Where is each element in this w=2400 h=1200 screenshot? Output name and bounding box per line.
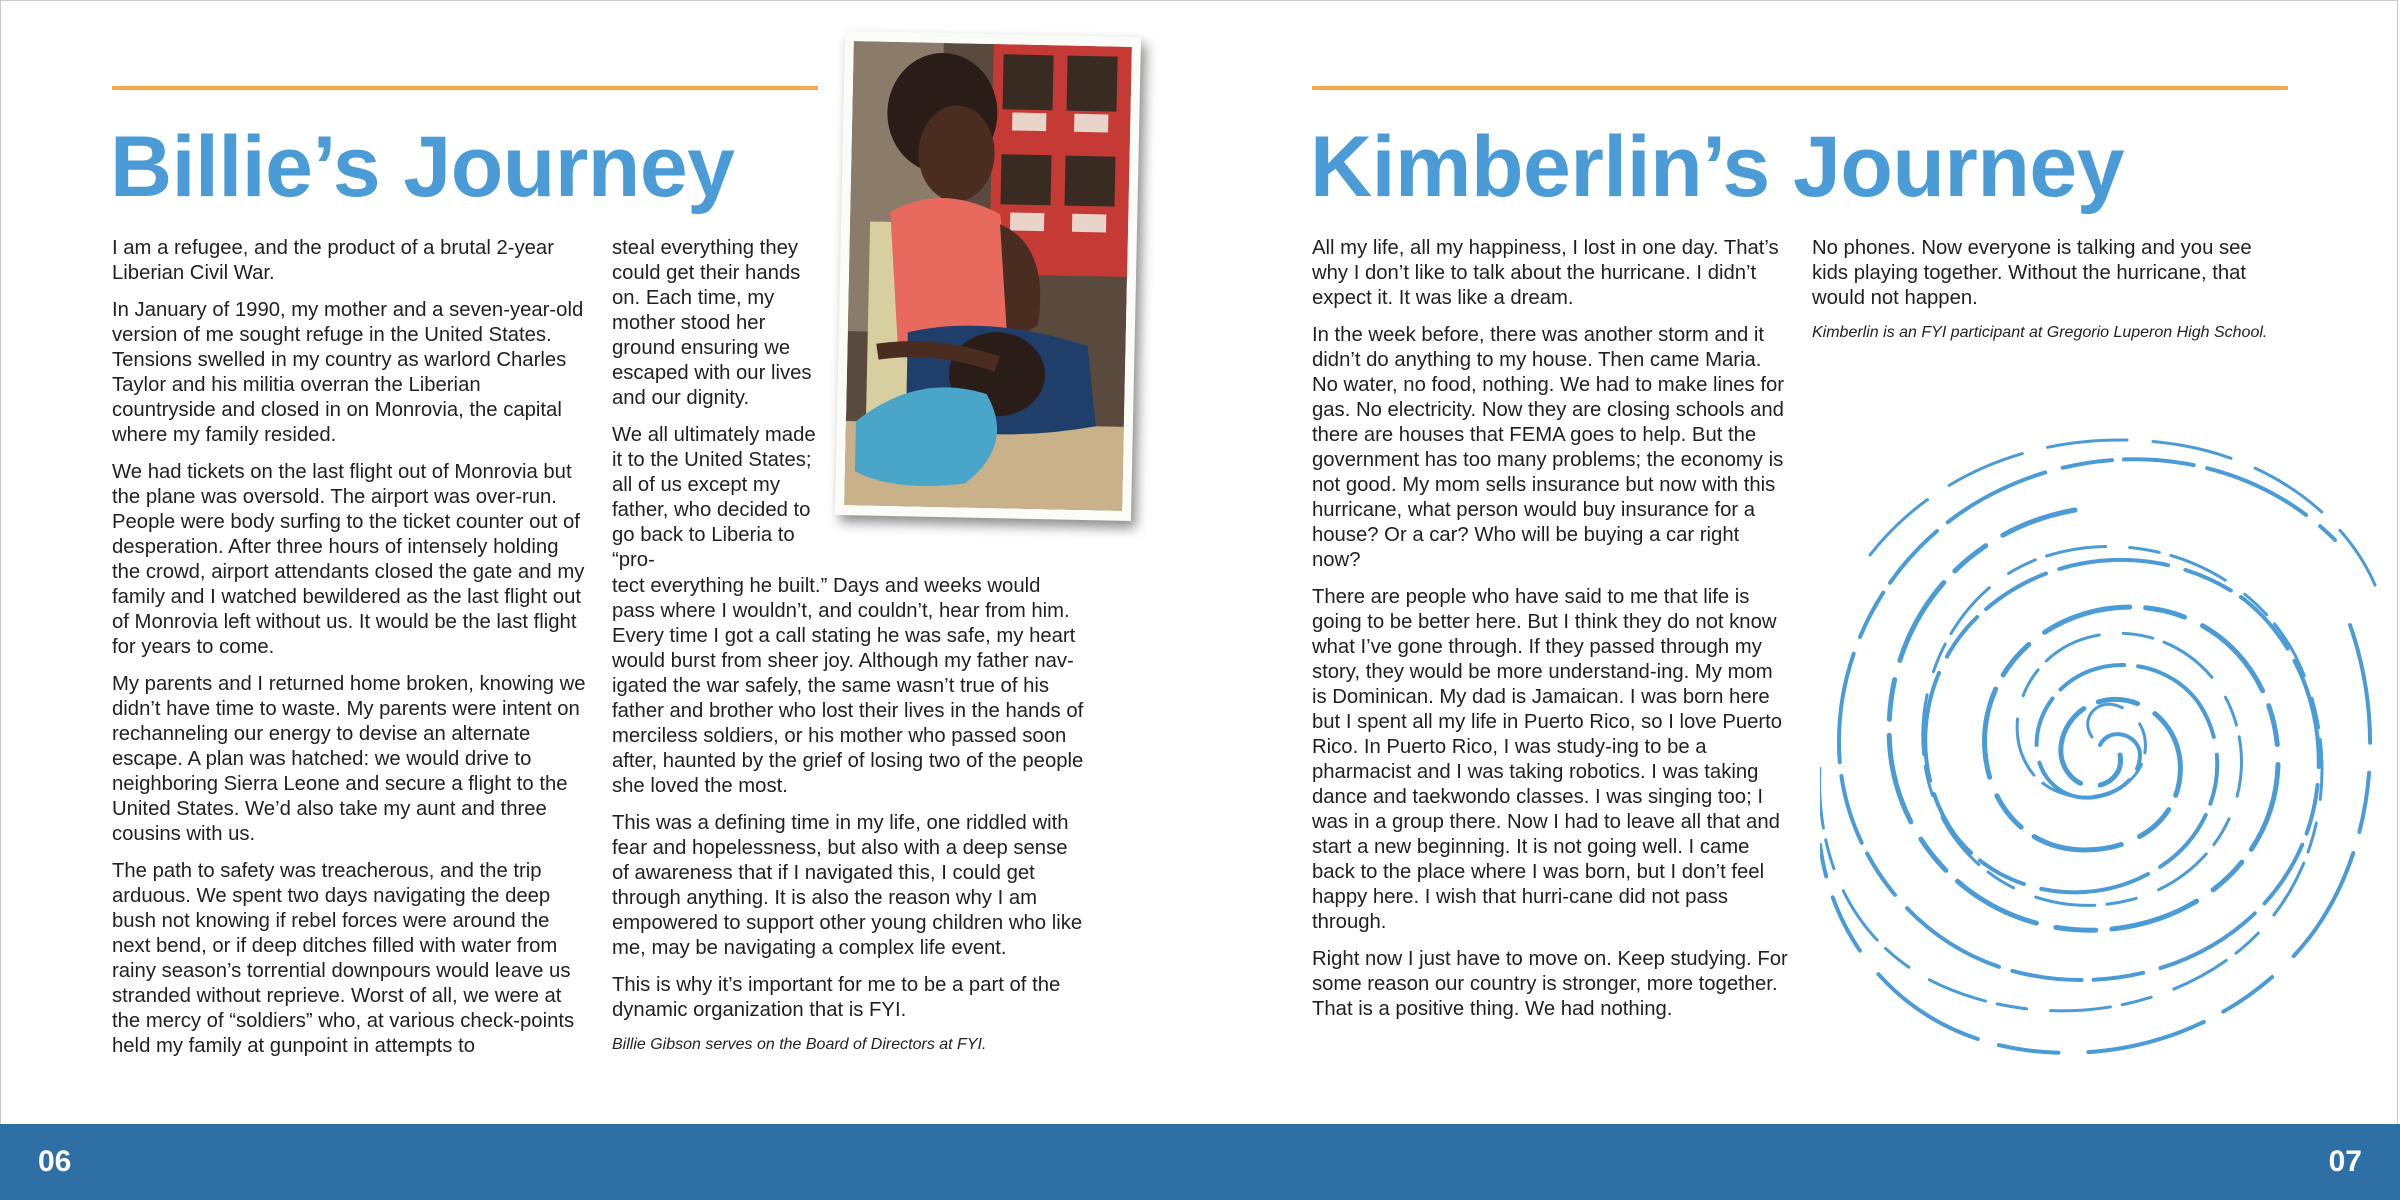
- right-page-title: Kimberlin’s Journey: [1310, 119, 2125, 215]
- left-column-2-narrow: [612, 236, 826, 573]
- paragraph: steal everything they could get their hands on. Each time, my mother stood her ground ensuring we escaped with our lives and our dignity.: [612, 237, 812, 409]
- right-column-1: [1312, 236, 1790, 1034]
- paragraph: This was a defining time in my life, one riddled with fear and hopelessness, but also with a deep sense of awareness that if I navigated this, I could get through anything. It is also the reason why I am empowered to support other young children who like me, may be navigating a complex life event.: [612, 812, 1083, 959]
- paragraph: There are people who have said to me that life is going to be better here. But I think they do not know what I’ve gone through. If they passed through my story, they would be more understand-ing. My mom is Dominican. My dad is Jamaican. I was born here but I spent all my life in Puerto Rico, so I love Puerto Rico. In Puerto Rico, I was study-ing to be a pharmacist and I was taking robotics. I was taking dance and taekwondo classes. I was singing too; I was in a group there. Now I had to leave all that and start a new beginning. It is not going well. I came back to the place where I was born, but I don’t feel happy here. I wish that hurri-cane did not pass through.: [1312, 586, 1783, 933]
- right-page-number: 07: [2328, 1145, 2362, 1178]
- paragraph: In January of 1990, my mother and a seven-year-old version of me sought refuge in the United States. Tensions swelled in my country as warlord Charles Taylor and his militia overran the Liberian countryside and closed in on Monrovia, the capital where my family resided.: [112, 299, 584, 446]
- left-page-number: 06: [38, 1145, 72, 1178]
- paragraph: We had tickets on the last flight out of Monrovia but the plane was oversold. The airport was over-run. People were body surfing to the ticket counter out of desperation. After three hours of intensely holding the crowd, airport attendants closed the gate and my family and I watched bewildered as the last flight out of Monrovia left without us. It would be the last flight for years to come.: [112, 461, 585, 658]
- author-credit: Billie Gibson serves on the Board of Directors at FYI.: [612, 1036, 987, 1053]
- paragraph: The path to safety was treacherous, and the trip arduous. We spent two days navigating the deep bush not knowing if rebel forces were around the next bend, or if deep ditches filled with water from rainy season’s torrential downpours would leave us stranded without reprieve. Worst of all, we were at the mercy of “soldiers” who, at various check-points held my family at gunpoint in attempts to: [112, 860, 575, 1057]
- paragraph: Right now I just have to move on. Keep studying. For some reason our country is stronger, more together. That is a positive thing. We had nothing.: [1312, 948, 1788, 1020]
- paragraph: I am a refugee, and the product of a brutal 2-year Liberian Civil War.: [112, 237, 554, 284]
- paragraph: tect everything he built.” Days and weeks would pass where I wouldn’t, and couldn’t, hear from him. Every time I got a call stating he was safe, my heart would burst from sheer joy. Although my father nav-igated the war safely, the same wasn’t true of his father and brother who lost their lives in the hands of merciless soldiers, or his mother who passed soon after, haunted by the grief of losing two of the people she loved the most.: [612, 575, 1084, 797]
- left-column-1: [112, 236, 586, 1071]
- paragraph: We all ultimately made it to the United States; all of us except my father, who decided to go back to Liberia to “pro-: [612, 424, 816, 571]
- right-column-2: [1812, 236, 2286, 355]
- paragraph: This is why it’s important for me to be a part of the dynamic organization that is FYI.: [612, 974, 1061, 1021]
- hurricane-swirl-illustration: [1820, 395, 2380, 1095]
- right-accent-rule: [1312, 86, 2288, 90]
- paragraph: No phones. Now everyone is talking and you see kids playing together. Without the hurricane, that would not happen.: [1812, 237, 2252, 309]
- paragraph: In the week before, there was another storm and it didn’t do anything to my house. Then came Maria. No water, no food, nothing. We had to make lines for gas. No electricity. Now they are closing schools and there are houses that FEMA goes to help. But the government has too many problems; the economy is not good. My mom sells insurance but now with this hurricane, what person would buy insurance for a house? Or a car? Who will be buying a car right now?: [1312, 324, 1785, 571]
- mother-and-sleeping-child-photo: [835, 31, 1141, 521]
- paragraph: All my life, all my happiness, I lost in one day. That’s why I don’t like to talk about the hurricane. I didn’t expect it. It was like a dream.: [1312, 237, 1779, 309]
- left-column-2-wide: [612, 574, 1088, 1067]
- left-accent-rule: [112, 86, 818, 90]
- paragraph: My parents and I returned home broken, knowing we didn’t have time to waste. My parents were intent on rechanneling our energy to devise an alternate escape. A plan was hatched: we would drive to neighboring Sierra Leone and secure a flight to the United States. We’d also take my aunt and three cousins with us.: [112, 673, 586, 845]
- photo-image: [844, 41, 1132, 511]
- author-credit: Kimberlin is an FYI participant at Gregorio Luperon High School.: [1812, 324, 2268, 341]
- left-page-title: Billie’s Journey: [110, 119, 735, 215]
- footer-bar: [0, 1124, 2400, 1200]
